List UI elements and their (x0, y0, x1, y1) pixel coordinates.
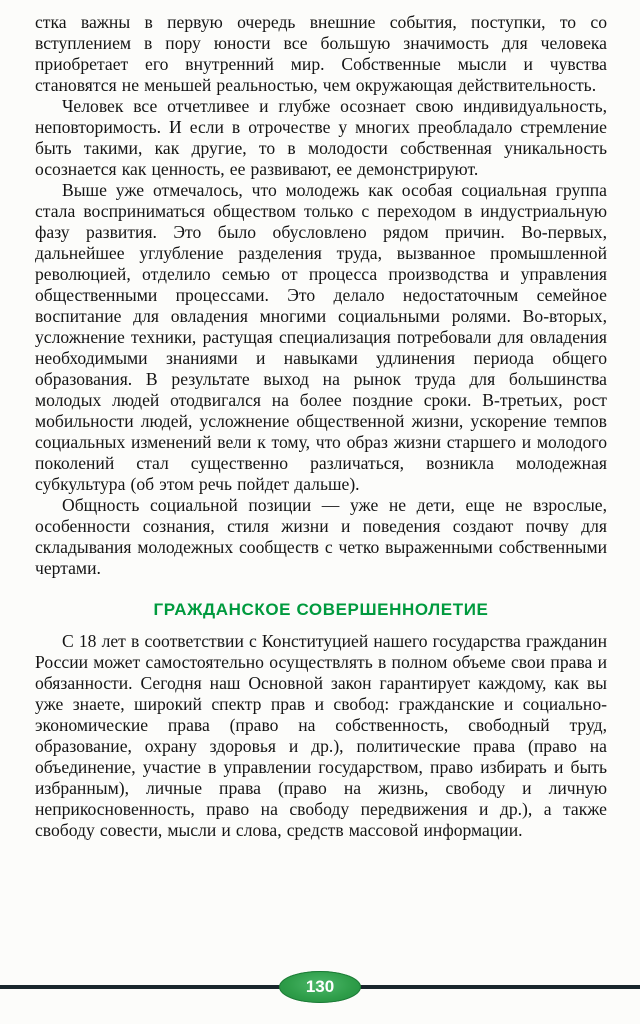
paragraph: С 18 лет в соответствии с Конституцией нашего государства гражданин России может самостоятельно осуществлять в полном объеме свои права и обязанности. Сегодня наш Основной закон гарантирует каждому, как вы уже знаете, широкий спектр прав и свобод: гражданские и социально-экономические права (право на собственность, свободный труд, образование, охрану здоровья и др.), политические права (право на объединение, участие в управлении государством, право избирать и быть избранным), личные права (право на жизнь, свободу и личную неприкосновенность, право на свободу передвижения и др.), а также свободу совести, мысли и слова, средств массовой информации. (35, 631, 607, 840)
body-text (35, 12, 607, 841)
page-footer (0, 971, 640, 1003)
paragraph: Человек все отчетливее и глубже осознает свою индивидуальность, неповторимость. И если в отрочестве у многих преобладало стремление быть такими, как другие, то в молодости собственная уникальность осознается как ценность, ее развивают, ее демонстрируют. (35, 96, 607, 179)
section-heading: ГРАЖДАНСКОЕ СОВЕРШЕННОЛЕТИЕ (153, 600, 489, 619)
paragraph: Выше уже отмечалось, что молодежь как особая социальная группа стала восприниматься обществом только с переходом в индустриальную фазу развития. Это было обусловлено рядом причин. Во-первых, дальнейшее углубление разделения труда, вызванное промышленной революцией, отделило семью от процесса производства и управления общественными процессами. Это делало недостаточным семейное воспитание для овладения многими социальными ролями. Во-вторых, усложнение техники, растущая специализация потребовали для овладения необходимыми знаниями и навыками удлинения периода общего образования. В результате выход на рынок труда для большинства молодых людей отодвигался на более поздние сроки. В-третьих, рост мобильности людей, усложнение общественной жизни, ускорение темпов социальных изменений вели к тому, что образ жизни старшего и молодого поколений стал существенно различаться, возникла молодежная субкультура (об этом речь пойдет дальше). (35, 180, 607, 494)
page-number-badge (279, 971, 361, 1003)
page-number: 130 (305, 977, 335, 996)
paragraph: Общность социальной позиции — уже не дети, еще не взрослые, особенности сознания, стиля жизни и поведения создают почву для складывания молодежных сообществ с четко выраженными собственными чертами. (35, 495, 607, 578)
paragraph-continuation: стка важны в первую очередь внешние события, поступки, то со вступлением в пору юности все большую значимость для человека приобретает его внутренний мир. Собственные мысли и чувства становятся не меньшей реальностью, чем окружающая действительность. (35, 12, 607, 95)
